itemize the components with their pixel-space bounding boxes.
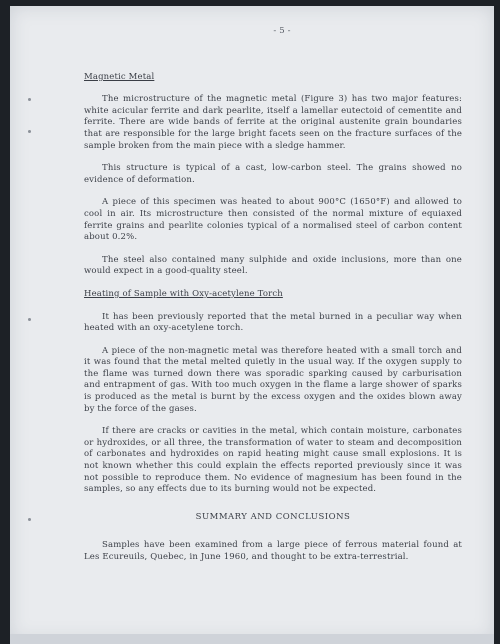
section-heading-heating: Heating of Sample with Oxy-acetylene Torch <box>84 288 283 299</box>
paragraph: Samples have been examined from a large piece of ferrous material found at Les Ecureuils, Quebec, in June 1960, and thought to be extra-terrestrial. <box>84 540 462 562</box>
binder-hole-mark <box>28 130 31 133</box>
paragraph: This structure is typical of a cast, low-carbon steel. The grains showed no evidence of deformation. <box>84 163 462 185</box>
page-number: - 5 - <box>273 26 291 36</box>
binder-hole-mark <box>28 518 31 521</box>
paragraph: The microstructure of the magnetic metal (Figure 3) has two major features: white acicular ferrite and dark pearlite, itself a lamellar eutectoid of cementite and ferrite. There are wide bands of ferrite at the original austenite grain boundaries that are responsible for the large bright facets seen on the fracture surfaces of the sample broken from the main piece with a sledge hammer. <box>84 94 462 151</box>
paragraph: If there are cracks or cavities in the metal, which contain moisture, carbonates or hydroxides, or all three, the transformation of water to steam and decomposition of carbonates and hydroxides on rapid heating might cause small explosions. It is not known whether this could explain the effects reported previously since it was not possible to reproduce them. No evidence of magnesium has been found in the samples, so any effects due to its burning would not be expected. <box>84 426 462 495</box>
document-body <box>84 26 462 575</box>
paragraph: It has been previously reported that the metal burned in a peculiar way when heated with an oxy-acetylene torch. <box>84 311 462 334</box>
paragraph: A piece of the non-magnetic metal was therefore heated with a small torch and it was found that the metal melted quietly in the usual way. If the oxygen supply to the flame was turned down there was sporadic sparking caused by carburisation and entrapment of gas. With too much oxygen in the flame a large shower of sparks is produced as the metal is burnt by the excess oxygen and the oxides blown away by the force of the gases. <box>84 345 462 414</box>
binder-hole-mark <box>28 318 31 321</box>
binder-hole-mark <box>28 98 31 101</box>
section-heading-magnetic-metal: Magnetic Metal <box>84 71 155 82</box>
page-bottom-edge <box>10 634 494 644</box>
section-heading-summary: SUMMARY AND CONCLUSIONS <box>195 511 351 522</box>
paragraph: A piece of this specimen was heated to about 900°C (1650°F) and allowed to cool in air. Its microstructure then consisted of the normal mixture of equiaxed ferrite grains and pearlite colonies typical of a normalised steel of carbon content about 0.2%. <box>84 197 462 243</box>
document-page <box>10 6 494 640</box>
paragraph: The steel also contained many sulphide and oxide inclusions, more than one would expect in a good-quality steel. <box>84 254 462 277</box>
